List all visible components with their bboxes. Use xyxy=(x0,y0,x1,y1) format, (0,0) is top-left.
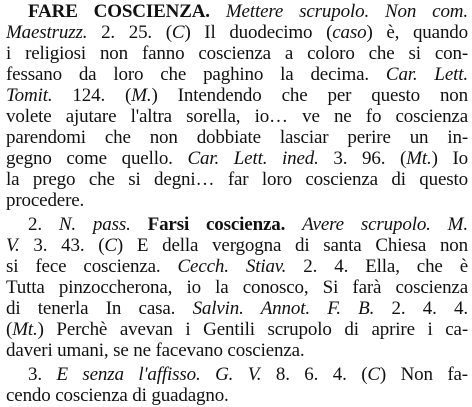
text-line-19 xyxy=(6,385,468,406)
text-line-4 xyxy=(6,64,468,85)
text-run: Car. Lett. ined. xyxy=(187,148,319,169)
text-run: 2. 25. ( xyxy=(87,22,172,43)
text-line-9 xyxy=(6,169,468,190)
text-run: N. pass. xyxy=(58,214,131,235)
text-run: Maestruzz. xyxy=(6,22,88,43)
text-run: FARE COSCIENZA. xyxy=(28,1,210,22)
text-run: i religiosi non fanno coscienza a coloro che si con- xyxy=(6,43,468,64)
text-run: Avere scrupolo. M. xyxy=(302,214,468,235)
text-run: parendomi che non dobbiate lasciar perire un in- xyxy=(6,127,468,148)
text-run: ( xyxy=(6,319,13,340)
text-line-15 xyxy=(6,298,468,319)
text-run: ) Intendendo che per questo non xyxy=(151,85,468,106)
text-line-17 xyxy=(6,340,468,361)
text-line-14 xyxy=(6,277,468,298)
text-line-11 xyxy=(6,214,468,235)
text-run: la prego che si degni… far loro coscienza di questo xyxy=(6,169,468,190)
text-run: Mettere scrupolo. Non com. xyxy=(225,1,468,22)
text-run: Car. Lett. xyxy=(385,64,468,85)
text-run: 2. 4. Ella, che è xyxy=(286,256,468,277)
text-run: Tutta pinzoccherona, io la conosco, Si farà coscienza xyxy=(6,277,468,298)
text-line-6 xyxy=(6,106,468,127)
text-run: V. xyxy=(6,235,20,256)
text-run: fessano da loro che paghino la decima. xyxy=(6,64,386,85)
text-run: ) Il duodecimo ( xyxy=(184,22,333,43)
text-line-13 xyxy=(6,256,468,277)
text-run: Cecch. Stiav. xyxy=(177,256,287,277)
text-run: M. xyxy=(131,85,152,106)
text-run: 2. 4. 4. xyxy=(374,298,468,319)
text-run: Salvin. Annot. F. B. xyxy=(192,298,375,319)
text-line-16 xyxy=(6,319,468,340)
text-run: 8. 6. 4. ( xyxy=(261,364,368,385)
text-line-18 xyxy=(6,364,468,385)
text-run xyxy=(131,214,148,235)
text-run: C xyxy=(104,235,117,256)
dictionary-entry-page xyxy=(6,1,468,405)
text-run: 3. 96. ( xyxy=(318,148,407,169)
text-run: 3. xyxy=(28,364,57,385)
text-run: di tenerla In casa. xyxy=(6,298,193,319)
text-run: E senza l'affisso. G. V. xyxy=(56,364,262,385)
text-line-7 xyxy=(6,127,468,148)
text-line-5 xyxy=(6,85,468,106)
text-line-10 xyxy=(6,190,468,211)
text-run: C xyxy=(367,364,380,385)
text-run: daveri umani, se ne facevano coscienza. xyxy=(6,340,305,361)
text-run: ) Perchè avevan i Gentili scrupolo di aprire i ca- xyxy=(37,319,468,340)
text-run: Mt. xyxy=(12,319,38,340)
text-run: Tomit. xyxy=(6,85,53,106)
text-run: 2. xyxy=(28,214,59,235)
text-run: ) è, quando xyxy=(366,22,468,43)
text-run: si fece coscienza. xyxy=(6,256,178,277)
text-line-1 xyxy=(6,1,468,22)
text-run: C xyxy=(171,22,185,43)
text-run: ) E della vergogna di santa Chiesa non xyxy=(116,235,468,256)
text-run xyxy=(210,1,226,22)
text-run: ) Non fa- xyxy=(379,364,468,385)
text-run: volete ajutare l'altra sorella, io… ve ne fo coscienza xyxy=(6,106,468,127)
text-run: ) Io xyxy=(431,148,468,169)
text-run: Mt. xyxy=(406,148,432,169)
text-run xyxy=(285,214,302,235)
text-run: procedere. xyxy=(6,190,85,211)
text-line-2 xyxy=(6,22,468,43)
text-run: Farsi coscienza. xyxy=(147,214,286,235)
text-run: gegno come quello. xyxy=(6,148,188,169)
text-line-8 xyxy=(6,148,468,169)
text-run: cendo coscienza di guadagno. xyxy=(6,385,229,406)
text-line-3 xyxy=(6,43,468,64)
text-run: caso xyxy=(332,22,367,43)
text-run: 124. ( xyxy=(52,85,132,106)
text-run: 3. 43. ( xyxy=(19,235,105,256)
text-line-12 xyxy=(6,235,468,256)
